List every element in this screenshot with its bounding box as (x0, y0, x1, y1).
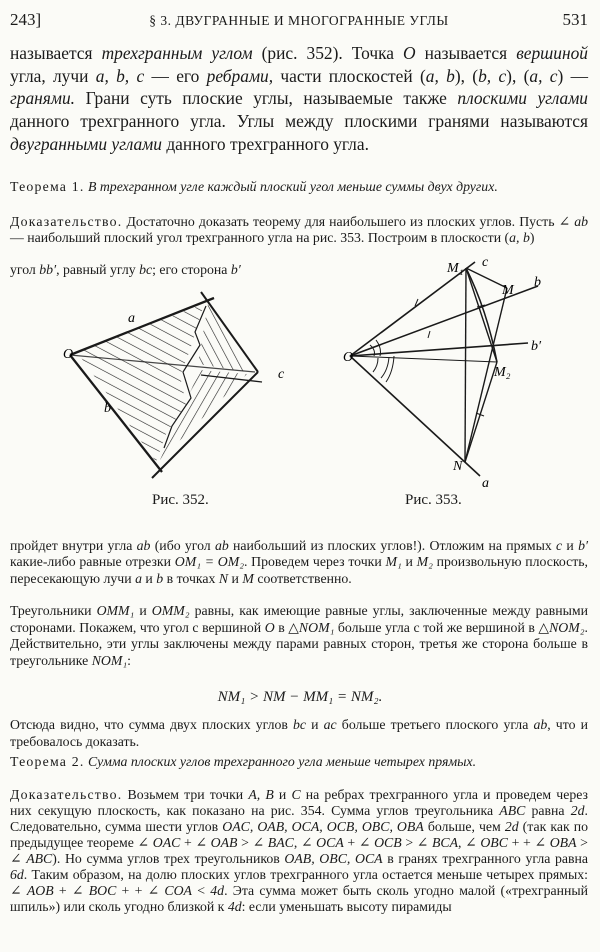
para_triangles-segment: OMM₂ (151, 603, 190, 618)
caption-352: Рис. 352. (152, 492, 209, 508)
para_triangles-segment: . Действительно, эти углы заключены между парами равных сторон, третья же сторона больше в треугольнике (10, 619, 588, 668)
para1-segment: ), ( (454, 65, 479, 86)
proof2-segment: + ∠ (343, 835, 375, 850)
proof2-segment: OBC (480, 835, 508, 850)
proof2-segment: BCA (431, 835, 459, 850)
proof2-segment: + + ∠ (116, 883, 165, 898)
proof2-segment: в гранях трехгранного угла равна (382, 851, 589, 866)
label-b: b (534, 275, 541, 290)
proof2-segment: (так как по предыдущее теореме ∠ (10, 819, 588, 850)
para_conclusion-segment: Отсюда видно, что сумма двух плоских углов (10, 717, 293, 732)
proof2-segment: и (273, 787, 292, 802)
para1-segment: b, c (478, 65, 507, 86)
label-a: a (482, 476, 489, 491)
proof2-segment: OCA (316, 835, 344, 850)
para_triangles-segment: Треугольники (10, 603, 97, 618)
proof1_start-segment: ) (529, 230, 535, 246)
proof1_cont-segment: ab (136, 538, 151, 553)
para_triangles-segment: больше угла с той же вершиной в △ (334, 619, 550, 635)
figure-352 (55, 268, 305, 490)
proof1_cont-segment: b (156, 570, 164, 586)
proof2-segment: Доказательство. (10, 787, 123, 802)
proof2-segment: . Таким образом, на долю плоских углов трехгранного угла остается меньше четырех прямых: ∠ (10, 867, 588, 898)
para1-segment: называется (10, 43, 102, 63)
label-N: N (453, 459, 463, 474)
proof2-segment: , ∠ (293, 835, 317, 850)
para1-segment: a, c (529, 65, 558, 86)
para1-segment: называется (415, 43, 517, 63)
proof2-segment: . Следовательно, сумма шести углов (10, 803, 588, 834)
caption-353: Рис. 353. (405, 492, 462, 508)
proof2-segment: на ребрах трехгранного угла и проведем через них секущую плоскость, как показано на рис. 354. Сумма углов треугольника (10, 787, 588, 818)
proof1_cont-segment: какие-либо равные отрезки (10, 554, 175, 570)
proof2-segment: ABC (26, 851, 53, 866)
running-header (10, 8, 588, 34)
para_triangles-segment: и (134, 603, 152, 618)
proof2-segment: < (192, 883, 211, 898)
proof2-segment: > ∠ (401, 835, 432, 850)
proof2-segment: равна (525, 803, 571, 818)
proof2-segment: 4d (227, 899, 242, 914)
proof1_cont-segment: и (401, 554, 417, 570)
proof-1-start (10, 214, 588, 247)
label-O: O (343, 350, 354, 365)
para1-segment: двугранными углами (10, 133, 162, 154)
proof2-segment: 2d (504, 819, 519, 834)
proof2-segment: , ∠ (458, 835, 481, 850)
para1-segment: a, b, c (95, 65, 145, 86)
page-number-left: 243] (10, 10, 42, 29)
para1-segment: угла, лучи (10, 65, 96, 86)
proof1_cont-segment: b′ (578, 538, 588, 553)
proof1_line-segment: bb′ (39, 262, 57, 277)
para1-segment: вершиной (516, 43, 588, 63)
proof1_cont-segment: ab (214, 538, 229, 553)
para_triangles-segment: : (127, 652, 131, 668)
proof2-segment: 2d (570, 803, 585, 818)
label-O: O (63, 347, 74, 362)
proof2-segment: OAC (152, 835, 181, 850)
theorem-1-statement (10, 179, 588, 194)
proof1_cont-segment: и (562, 538, 579, 553)
proof2-segment: + ∠ (180, 835, 211, 850)
para1-segment: ), ( (506, 65, 530, 86)
para1-segment: данного трехгранного угла. Углы между плоскими гранями называются (10, 111, 588, 132)
proof1_line-segment: b′ (230, 262, 241, 277)
proof1_cont-segment: в точках (163, 570, 219, 586)
paragraph-definition (10, 42, 588, 156)
paragraph-conclusion (10, 717, 588, 750)
proof-2 (10, 787, 588, 915)
para_triangles-segment: равны, как имеющие равные углы, заключенные между равными сторонами. Покажем, что угол с вершиной (10, 603, 588, 635)
proof1_cont-segment: M (242, 570, 254, 586)
proof2-segment: AOB (26, 883, 54, 898)
proof2-segment: OAC, OAB, OCA, OCB, OBC, OBA (222, 819, 424, 834)
theorem2-segment: Теорема 2. (10, 754, 85, 769)
proof1_start-segment: Достаточно доказать теорему для наибольшего из плоских углов. Пусть ∠ (122, 214, 575, 229)
proof1_cont-segment: соответственно. (253, 570, 352, 586)
para_conclusion-segment: ab (533, 717, 548, 732)
proof1_cont-segment: произвольную плоскость, пересекающую лучи (10, 554, 589, 586)
proof1_cont-segment: наибольший из плоских углов!). Отложим на прямых (228, 538, 557, 553)
proof2-segment: A, B (248, 787, 274, 802)
proof2-segment: ). Но сумма углов трех треугольников (52, 851, 285, 866)
para_conclusion-segment: , что и требовалось доказать. (10, 717, 588, 749)
label-c: c (278, 367, 285, 382)
proof1_cont-segment: OM₁ = OM₂ (174, 554, 244, 570)
proof2-segment: OAB (210, 835, 238, 850)
para1-segment: гранями. (10, 88, 76, 109)
proof1_cont-segment: c (556, 538, 563, 553)
label-M1: M₁ (447, 261, 464, 276)
proof2-segment: BAC (267, 835, 294, 850)
label-b: b (104, 401, 111, 416)
proof1_start-segment: Доказательство. (10, 214, 123, 229)
para_conclusion-segment: ac (323, 717, 337, 732)
label-b-prime: b′ (531, 339, 542, 354)
proof2-segment: > ∠ (10, 835, 588, 866)
proof2-segment: Возьмем три точки (122, 787, 249, 802)
formula-inequality: NM₁ > NM − MM₁ = NM₂. (217, 689, 383, 705)
proof2-segment: : если уменьшать высоту пирамиды (241, 899, 452, 914)
proof1_cont-segment: M₂ (416, 554, 433, 570)
proof2-segment: OCB (374, 835, 402, 850)
para1-segment: O (403, 43, 416, 63)
para_triangles-segment: в △ (274, 619, 299, 635)
proof1_cont-segment: N (218, 570, 229, 586)
label-a: a (128, 311, 135, 326)
proof1_cont-segment: пройдет внутри угла (10, 538, 137, 553)
para_conclusion-segment: больше третьего плоского угла (336, 717, 534, 732)
para_triangles-segment: NOM₂ (549, 619, 585, 635)
proof2-segment: + + ∠ (507, 835, 550, 850)
face-bc (198, 304, 247, 372)
proof1_start-segment: — наибольший плоский угол трехгранного угла на рис. 353. Построим в плоскости ( (10, 230, 510, 246)
page-number-right: 531 (562, 10, 588, 29)
proof2-segment: + ∠ (53, 883, 89, 898)
proof1_cont-segment: . Проведем через точки (244, 554, 386, 570)
proof1_cont-segment: M₁ (385, 554, 402, 570)
proof2-segment: BOC (88, 883, 117, 898)
section-title: § 3. ДВУГРАННЫЕ И МНОГОГРАННЫЕ УГЛЫ (149, 13, 449, 28)
para_triangles-segment: NOM₁ (91, 652, 128, 668)
para_triangles-segment: NOM₁ (298, 619, 335, 635)
proof1_line-segment: bc (139, 262, 153, 277)
proof1_line-segment: , равный углу (56, 262, 140, 277)
proof1_cont-segment: (ибо угол (150, 538, 215, 553)
proof2-segment: больше, чем (423, 819, 505, 834)
para1-segment: ) — (557, 65, 588, 86)
proof2-segment: 6d (10, 867, 24, 882)
theorem-2-statement (10, 754, 588, 769)
theorem1-segment: Теорема 1. (10, 179, 85, 194)
proof2-segment: 4d (210, 883, 225, 898)
proof1_line-segment: угол (10, 262, 40, 277)
proof2-segment: ABC (499, 803, 526, 818)
figure-353 (335, 248, 600, 492)
proof1_cont-segment: и (141, 570, 157, 586)
para1-segment: данного трехгранного угла. (161, 133, 369, 154)
proof1_start-segment: a, b (509, 230, 530, 246)
proof1_cont-segment: и (228, 570, 243, 586)
para1-segment: — его (144, 65, 207, 86)
theorem2-segment: Сумма плоских углов трехгранного угла меньше четырех прямых. (84, 754, 477, 769)
para1-segment: части плоскостей ( (273, 65, 426, 86)
label-M2: M₂ (494, 365, 511, 380)
proof1_line-segment: ; его сторона (152, 262, 231, 277)
proof2-segment: OBA (549, 835, 577, 850)
para1-segment: ребрами, (206, 65, 274, 86)
proof2-segment: C (291, 787, 301, 802)
theorem1-segment: В трехгранном угле каждый плоский угол меньше суммы двух других. (84, 179, 498, 194)
proof2-segment: > ∠ (237, 835, 268, 850)
paragraph-triangles (10, 603, 588, 669)
proof-1-continued (10, 538, 588, 587)
para1-segment: a, b (425, 65, 455, 86)
para_conclusion-segment: bc (293, 717, 307, 732)
para1-segment: (рис. 352). Точка (252, 43, 404, 63)
proof2-segment: . Эта сумма может быть сколь угодно малой («трехгранный шпиль») или сколь угодно близкой к (10, 883, 589, 914)
label-c: c (482, 255, 489, 270)
para_triangles-segment: OMM₁ (96, 603, 135, 618)
para_triangles-segment: O (264, 619, 275, 635)
para1-segment: плоскими углами (457, 88, 589, 109)
para_conclusion-segment: и (306, 717, 324, 732)
proof2-segment: OAB, OBC, OCA (284, 851, 383, 866)
proof1_cont-segment: a (135, 570, 142, 586)
label-M: M (502, 283, 514, 298)
proof2-segment: COA (164, 883, 192, 898)
para1-segment: трехгранным углом (101, 43, 253, 63)
proof1_start-segment: ab (574, 214, 588, 229)
para1-segment: Грани суть плоские углы, называемые также (75, 88, 458, 109)
